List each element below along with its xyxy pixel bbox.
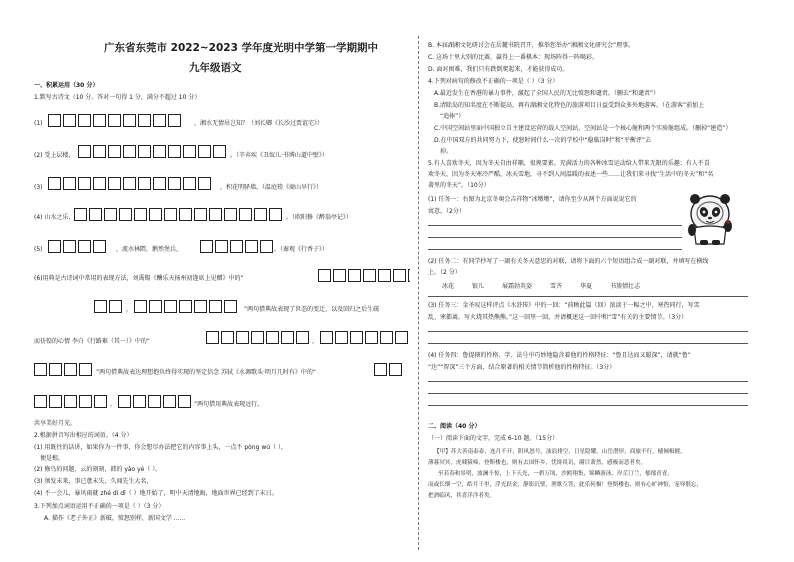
word-item: 雪齐 xyxy=(550,283,563,290)
q1-5-answer-boxes-a[interactable] xyxy=(48,240,106,253)
q4-option-d2: 掉。 xyxy=(440,148,453,155)
q1-6-answer-boxes-f[interactable] xyxy=(34,363,92,376)
left-column: 广东省东莞市 2022~2023 学年度光明中学第一学期期中 九年级语文 一、积累运用（30 分） 1.默写古诗文（10 分。答对一句得 1 分，满分不超过 10 分） (1) ，湘水无情吊岂知？（刘长卿《长沙过贾谊宅》） (2) 受上层楼， 。（辛弃疾《丑奴儿·书博山道中壁》） (3) ，枳花明驿墙。（温庭筠《商山早行》） (4) 山水之乐， 。（欧阳修《醉翁亭记》） (5) ，流水林隈，鹅然堡兵， 。（秦观《行香子》） (6)用典是古诗词中常用的表现方法，刘禹锡《酬乐天扬州初逢席上见赠》中的“ ， ”两句借典故表现了世态的变迁，以及回归之后生疏 而彷徨的心情 李白《行路难（其一）》中的“ ， ”两句借典故表达理想抱负终得实现的坚定信念 苏轼《水调歌头·明月几时有》中的“ ， ”两句借用典故表现远行。 共享美好月光。 2.根据拼音写出相应的词语。（4 分） (1) 用既往的话讲，如果你为一件事，你会想尽办法把它的内容事上头，一点不 pòng wú（ ）， 便是根。 (2) 修鸟的问题，云的刻刻，韩的 yào yé（ ）。 (3) 须发未来，事已惫未失，久闻先生大名， (4) 不一会儿，暴风雨就 zhé dì dǐ（ ）地开始了，明中天清地晦，地面世界已经到了末日。 3.下列加点词语运用不正确的一项是（ ）（3 分） A. 描作《老子外正》新破，愤怒别样，新国文学 ...... xyxy=(34,0,410,562)
task-3-answer-line-1[interactable] xyxy=(428,331,748,332)
q1-6-answer-boxes-a[interactable] xyxy=(318,269,410,282)
q1-6-line3: 而彷徨的心情 李白《行路难（其一）》中的“ xyxy=(34,338,151,345)
q3-option-d: D. 面对困难，我们只有跌倒爬起来，才能获得成功。 xyxy=(428,66,569,73)
task-3: (3) 任务三：金圣叹这样评点《水浒传》中的一回：“前顾此篇（回）浓淡于一幅之中，寒热同行，写雪 xyxy=(428,302,700,309)
part-1-intro: （一）阅读下面的文字，完成 6-10 题。（15分） xyxy=(428,435,559,442)
q1-6-line5: ”两句借用典故表现远行。 xyxy=(194,401,264,408)
question-1-intro: 1.默写古诗文（10 分。答对一句得 1 分，满分不超过 10 分） xyxy=(34,94,201,101)
q1-5-prefix: (5) xyxy=(34,246,43,253)
q1-6-answer-boxes-d[interactable] xyxy=(206,331,309,344)
q2-4: (4) 不一会儿，暴风雨就 zhé dì dǐ（ ）地开始了，明中天清地晦，地面世界已经到了末日。 xyxy=(34,490,278,497)
q1-6-answer-boxes-e[interactable] xyxy=(320,331,408,344)
q1-4-prefix: (4) 山水之乐， xyxy=(34,214,75,221)
exam-subtitle: 九年级语文 xyxy=(189,62,242,74)
q4-option-b: B.清除岛的知名度在不断提高，再有湖湘文化特色的旅游项目日益受到众多外地游客。（在游客”前加上 xyxy=(434,102,705,109)
q1-6-answer-boxes-b[interactable] xyxy=(94,300,122,313)
q1-3-suffix: ，枳花明驿墙。（温庭筠《商山早行》） xyxy=(220,184,323,191)
question-2-intro: 2.根据拼音写出相应的词语。（4 分） xyxy=(34,432,133,439)
word-item: 展霜勃英姿 xyxy=(502,283,533,290)
q1-2-answer-boxes[interactable] xyxy=(78,145,226,158)
q1-4-answer-boxes[interactable] xyxy=(74,208,282,221)
q4-option-c: C.中国空间站里面中国独立自主建设运营的载人空间站，空间站是一个核心舱和两个实验舱组成。（删掉“建造”） xyxy=(434,125,732,132)
q1-6-line6: 共享美好月光。 xyxy=(34,420,77,427)
task-4-answer-line-3[interactable] xyxy=(428,405,748,406)
bing-dwen-dwen-mascot-image xyxy=(686,190,734,246)
task-4-answer-line-1[interactable] xyxy=(428,381,748,382)
q2-1b: 便是根。 xyxy=(40,455,65,462)
q1-5-tail: 。（秦观《行香子》） xyxy=(274,246,329,253)
word-item: 华夏 xyxy=(580,283,593,290)
q4-option-a: A.最近发生在香港的暴力事件，激起了全国人民的无比愤怒和谴责。（删去“和谴责”） xyxy=(434,90,660,97)
q2-3: (3) 须发未来，事已惫未失，久闻先生大名， xyxy=(34,478,153,485)
question-5-intro: 5.有人喜欢冬天，因为冬天自由祥顺，很规要素。充满活力的各种冰雪运动给人带来无限的乐趣；有人不喜 xyxy=(428,160,710,167)
task-1b: 寓意。（2分） xyxy=(428,208,465,215)
q1-1-suffix: ，湘水无情吊岂知？（刘长卿《长沙过贾谊宅》） xyxy=(194,120,324,127)
q3-option-c: C. 这场十里大别的比赛，赢得上一番棋本：现场阵得一阵喝彩。 xyxy=(428,54,599,61)
q1-3-answer-boxes[interactable] xyxy=(48,177,211,190)
q3-option-b: B. 本届湖湘文化研讨会在岳麓书院召开，推举您举办“湘湘文化研究会”理事。 xyxy=(428,42,635,49)
word-item: 书簇情壮志 xyxy=(610,283,641,290)
task-1-answer-line-2[interactable] xyxy=(428,237,682,238)
task-2: (2) 任务二：有同学抄写了一副有关冬天意思的对联，请将下面的六个短语组合成一副对联，并填写在横线 xyxy=(428,258,709,265)
section-1-heading: 一、积累运用（30 分） xyxy=(34,82,99,89)
question-3-intro: 3.下列加点词语运用不正确的一项是（ ）（3 分） xyxy=(34,503,165,510)
q1-3-prefix: (3) xyxy=(34,184,43,191)
q1-6-answer-boxes-h[interactable] xyxy=(34,395,107,408)
task-2b: 上。（2 分） xyxy=(428,269,461,276)
q1-6-intro: (6)用典是古诗词中常用的表现方法，刘禹锡《酬乐天扬州初逢席上见赠》中的“ xyxy=(34,275,244,282)
task-2-answer-line[interactable] xyxy=(428,296,748,297)
task-1-answer-line-3[interactable] xyxy=(428,249,682,250)
q4-option-b2: “追捧”） xyxy=(440,113,465,120)
column-divider xyxy=(418,36,419,550)
q1-6-answer-boxes-i[interactable] xyxy=(118,395,191,408)
word-item: 银儿 xyxy=(472,283,485,290)
q2-1: (1) 用既往的话讲，如果你为一件事，你会想尽办法把它的内容事上头，一点不 pòng wú（ ）， xyxy=(34,444,287,451)
passage-line: 而或长烟一空，皓月千里，浮光跃金，静影沉璧，渔歌互答，此乐何极！登斯楼也，则有心旷神怡，宠辱偕忘， xyxy=(428,482,703,488)
task-2-word-bank xyxy=(442,281,640,290)
passage-line: 至若春和景明，波澜不惊，上下天光，一碧万顷，沙鸥翔集，锦鳞游泳，岸芷汀兰，郁郁青青。 xyxy=(438,471,673,477)
q1-4-suffix: 。（欧阳修《醉翁亭记》） xyxy=(286,214,353,221)
passage-line: 薄暮冥冥，虎啸猿啼，登斯楼也，则有去国怀乡，忧谗畏讥，满目萧然，感极而悲者矣。 xyxy=(428,460,647,466)
task-3-answer-line-2[interactable] xyxy=(428,343,748,344)
right-column xyxy=(428,0,764,562)
q1-2-prefix: (2) 受上层楼， xyxy=(34,152,75,159)
q3-option-a: A. 描作《老子外正》新破，愤怒别样，新国文学 ...... xyxy=(44,515,186,522)
q4-option-d: D.在中国双方的共同努力下，使怒时间什么一次的学校中“稳临岗时”和“平衡评”去 xyxy=(434,137,651,144)
task-4-answer-line-2[interactable] xyxy=(428,393,748,394)
passage-line: 把酒临风，其喜洋洋者矣。 xyxy=(428,493,496,499)
question-4-intro: 4.下列对病句的修改不正确的一项是（ ）（3 分） xyxy=(428,78,559,85)
task-1-answer-line-1[interactable] xyxy=(428,225,682,226)
q1-5-answer-boxes-b[interactable] xyxy=(200,240,273,253)
q1-6-line2: ”两句借典故表现了世态的变迁，以及回归之后生疏 xyxy=(244,306,380,313)
q1-6-answer-boxes-g[interactable] xyxy=(374,363,402,376)
word-item: 冰花 xyxy=(442,283,455,290)
task-3b: 乱、寒都离，写火烧其热熊熊。”这一回里一回，并请概述这一回中和“雪”有关的主要情节。（3分） xyxy=(428,314,688,321)
q2-2: (2) 修鸟的问题，云的刻刻，韩的 yào yé（ ）。 xyxy=(34,466,162,473)
section-2-heading: 二、阅读（40 分） xyxy=(428,423,481,430)
task-4: (4) 任务四：鲁提辖的性格、字、法号中巧妙地隐含着他的性格特征：“鲁且达而又聪深”，请就“鲁” xyxy=(428,352,691,359)
q1-6-answer-boxes-c[interactable] xyxy=(134,300,237,313)
task-1: (1) 任务一：右图为北京冬奥会吉祥物“冰墩墩”，请你至少从两个方面说说它的 xyxy=(428,196,637,203)
exam-title: 广东省东莞市 2022~2023 学年度光明中学第一学期期中 xyxy=(104,42,379,54)
q5-line2: 欢冬天，因为冬天寒冷严酷，冰天雪地，寻不到人间温暖的表述一些……让我们来寻找“生活中的冬天”和“名 xyxy=(428,171,714,178)
q1-2-suffix: 。（辛弃疾《丑奴儿·书博山道中壁》） xyxy=(230,152,328,159)
passage-line: 【甲】苏大善南泰泰，连月不开，阴风怒号，浊浪排空，日星隐耀，山岳潜形，商旅不行，樯倾楫摧， xyxy=(434,449,686,455)
q1-6-line4: ”两句借典故表达理想抱负终得实现的坚定信念 苏轼《水调歌头·明月几时有》中的“ xyxy=(96,369,317,376)
q1-1-prefix: (1) xyxy=(34,120,43,127)
q1-1-answer-boxes[interactable] xyxy=(48,114,181,127)
q1-5-suffix: ，流水林隈，鹅然堡兵， xyxy=(116,246,183,253)
task-4b: “达”“智深”三个方面，结合原著的相关情节简析他的性格特征。（3分） xyxy=(428,364,616,371)
q5-line3: 著里的冬天”。（10分） xyxy=(428,182,490,189)
